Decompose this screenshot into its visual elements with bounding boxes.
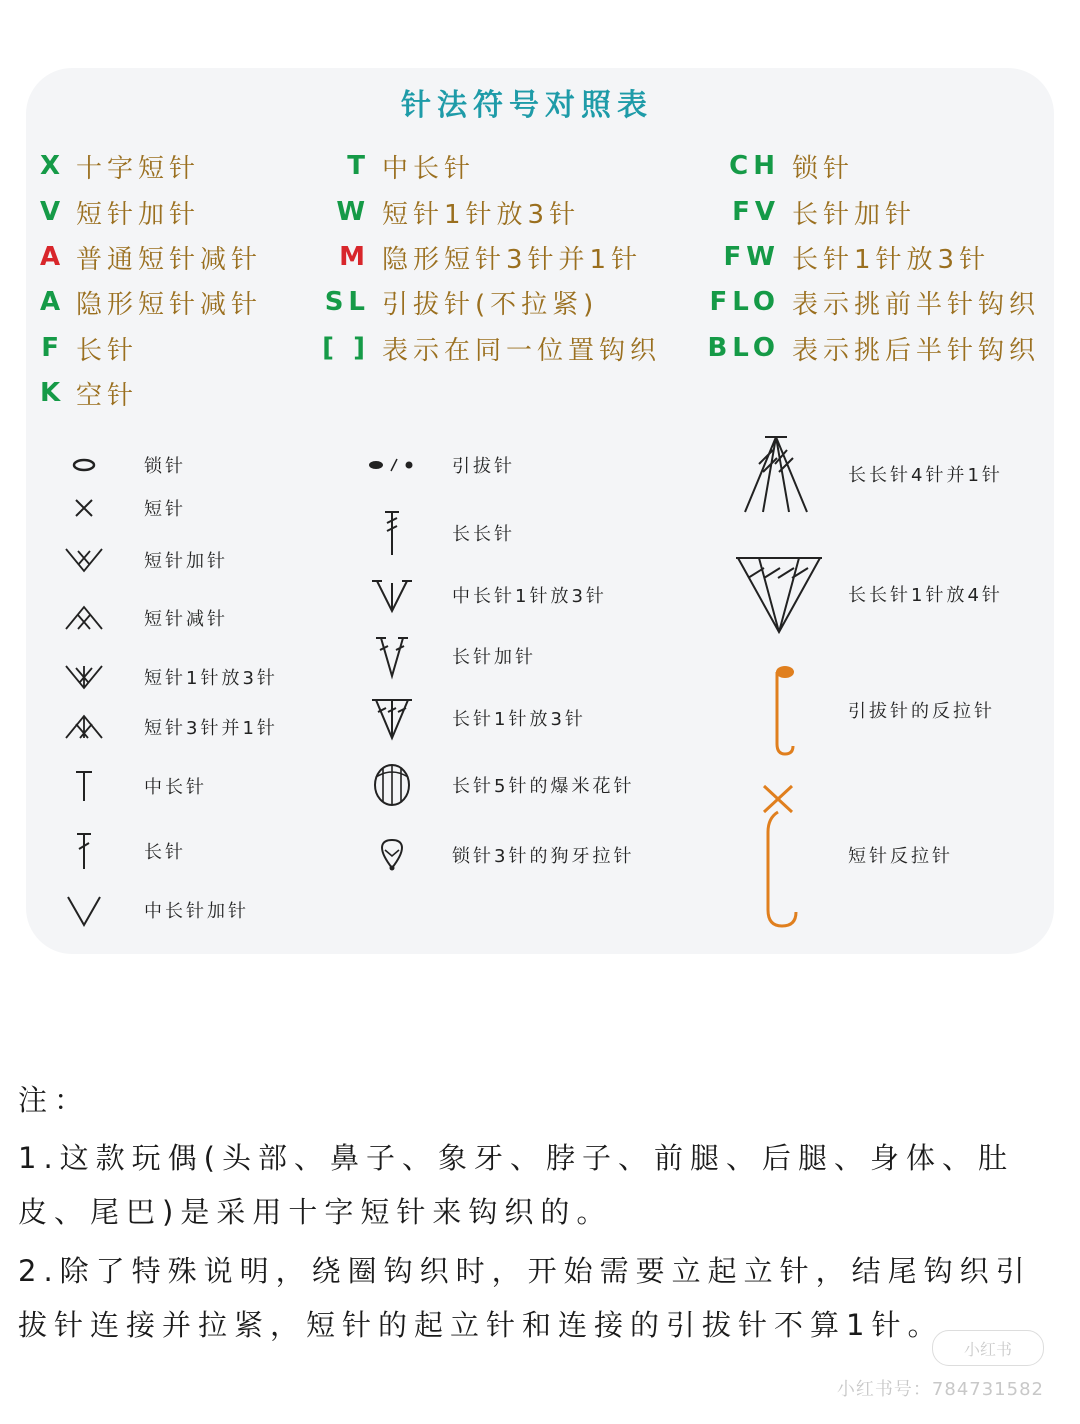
watermark-id: 小红书号：784731582 [836,1379,1044,1400]
abbr-meaning: 长针1针放3针 [792,244,991,275]
symbol-label: 短针1针放3针 [144,668,278,689]
abbr-row [700,326,1040,370]
slip-post-icon [734,660,824,760]
abbr-row [300,235,642,279]
abbr-row [700,280,1040,324]
notes-heading: 注： [18,1083,91,1117]
note-line: 2.除了特殊说明，绕圈钩织时，开始需要立起立针，结尾钩织引 [18,1254,1032,1288]
tr-icon [362,503,422,563]
symbol-label: 长针 [144,842,186,863]
symbol-label: 短针减针 [144,609,228,630]
symbol-row [362,435,515,495]
abbr-meaning: 长针加针 [792,199,917,230]
symbol-label: 短针 [144,499,186,520]
abbr-row [300,280,598,324]
abbr-row [40,326,138,370]
abbr-code: V [40,197,66,227]
abbr-row [300,144,475,188]
dc-1-to-3-icon [362,688,422,748]
symbol-row [362,503,515,563]
x-cross-icon [54,478,114,538]
dc-increase-icon [362,626,422,686]
symbol-label: 锁针 [144,456,186,477]
note-line: 皮、尾巴)是采用十字短针来钩织的。 [18,1195,613,1229]
symbol-row [54,697,278,757]
symbol-row [734,552,1003,636]
abbr-meaning: 短针加针 [76,199,201,230]
symbol-label: 锁针3针的狗牙拉针 [452,846,635,867]
hdc-t-icon [54,756,114,816]
abbr-code: FW [723,242,780,272]
abbr-meaning: 普通短针减针 [76,244,263,275]
symbol-row [734,660,995,760]
symbol-label: 短针加针 [144,551,228,572]
symbol-row [362,755,634,815]
abbr-row [40,144,200,188]
dc-icon [54,821,114,881]
abbr-meaning: 空针 [76,380,139,411]
abbr-code: SL [324,287,370,317]
tr-1-to-4-icon [734,552,824,636]
abbr-code: FLO [709,287,780,317]
picot-icon [362,825,422,885]
abbr-row [40,190,200,234]
watermark-logo: 小红书 [932,1330,1044,1366]
abbr-code: CH [729,151,780,181]
symbol-label: 中长针加针 [144,901,249,922]
abbr-code: M [339,242,370,272]
symbol-row [54,530,228,590]
abbr-meaning: 隐形短针3针并1针 [382,244,643,275]
abbr-meaning: 表示挑后半针钩织 [792,335,1041,366]
abbr-code: BLO [707,333,780,363]
sc-post-icon [734,780,824,930]
symbol-label: 长针1针放3针 [452,709,586,730]
abbr-meaning: 隐形短针减针 [76,289,263,320]
abbr-row [300,190,580,234]
abbr-meaning: 表示挑前半针钩织 [792,289,1041,320]
abbr-meaning: 短针1针放3针 [382,199,581,230]
abbr-code: FV [732,197,780,227]
abbr-code: [ ] [322,333,370,363]
slip-stitch-icon [362,435,422,495]
symbol-label: 中长针 [144,777,207,798]
abbr-code: W [336,197,370,227]
abbr-code: A [40,242,66,272]
sc-3-to-1-icon [54,697,114,757]
symbol-label: 短针反拉针 [848,846,953,867]
abbr-meaning: 锁针 [792,153,855,184]
symbol-label: 引拔针 [452,456,515,477]
symbol-label: 短针3针并1针 [144,718,278,739]
abbr-row [700,190,916,234]
symbol-row [362,565,607,625]
abbr-meaning: 十字短针 [76,153,201,184]
symbol-label: 中长针1针放3针 [452,586,607,607]
abbr-row [700,235,990,279]
abbr-code: T [347,151,370,181]
symbol-label: 引拔针的反拉针 [848,701,995,722]
abbr-row [300,326,661,370]
sc-decrease-icon [54,588,114,648]
symbol-row [54,880,249,940]
symbol-label: 长长针4针并1针 [848,465,1003,486]
symbol-row [54,588,228,648]
sc-increase-icon [54,530,114,590]
hdc-1-to-3-icon [362,565,422,625]
abbr-row [40,235,262,279]
abbr-row [40,280,262,324]
note-line: 拔针连接并拉紧，短针的起立针和连接的引拔针不算1针。 [18,1308,944,1342]
symbol-label: 长针5针的爆米花针 [452,776,635,797]
popcorn-icon [362,755,422,815]
abbr-meaning: 表示在同一位置钩织 [382,335,662,366]
note-line: 1.这款玩偶(头部、鼻子、象牙、脖子、前腿、后腿、身体、肚 [18,1141,1014,1175]
abbr-meaning: 长针 [76,335,139,366]
symbol-label: 长长针1针放4针 [848,585,1003,606]
symbol-row [362,825,634,885]
symbol-row [362,626,536,686]
hdc-increase-v-icon [54,880,114,940]
symbol-row [54,756,207,816]
tr-4-to-1-icon [734,432,818,516]
symbol-row [54,821,186,881]
symbol-label: 长针加针 [452,647,536,668]
symbol-row [734,432,1003,516]
abbr-row [700,144,854,188]
abbr-code: X [40,151,66,181]
abbr-meaning: 中长针 [382,153,476,184]
symbol-row [362,688,586,748]
symbol-label: 长长针 [452,524,515,545]
abbr-code: K [40,378,66,408]
abbr-code: A [40,287,66,317]
symbol-row [734,780,953,930]
legend-title: 针法符号对照表 [401,88,653,123]
symbol-row [54,478,186,538]
abbr-meaning: 引拔针(不拉紧) [382,289,599,320]
abbr-code: F [41,333,64,363]
abbr-row [40,371,138,415]
